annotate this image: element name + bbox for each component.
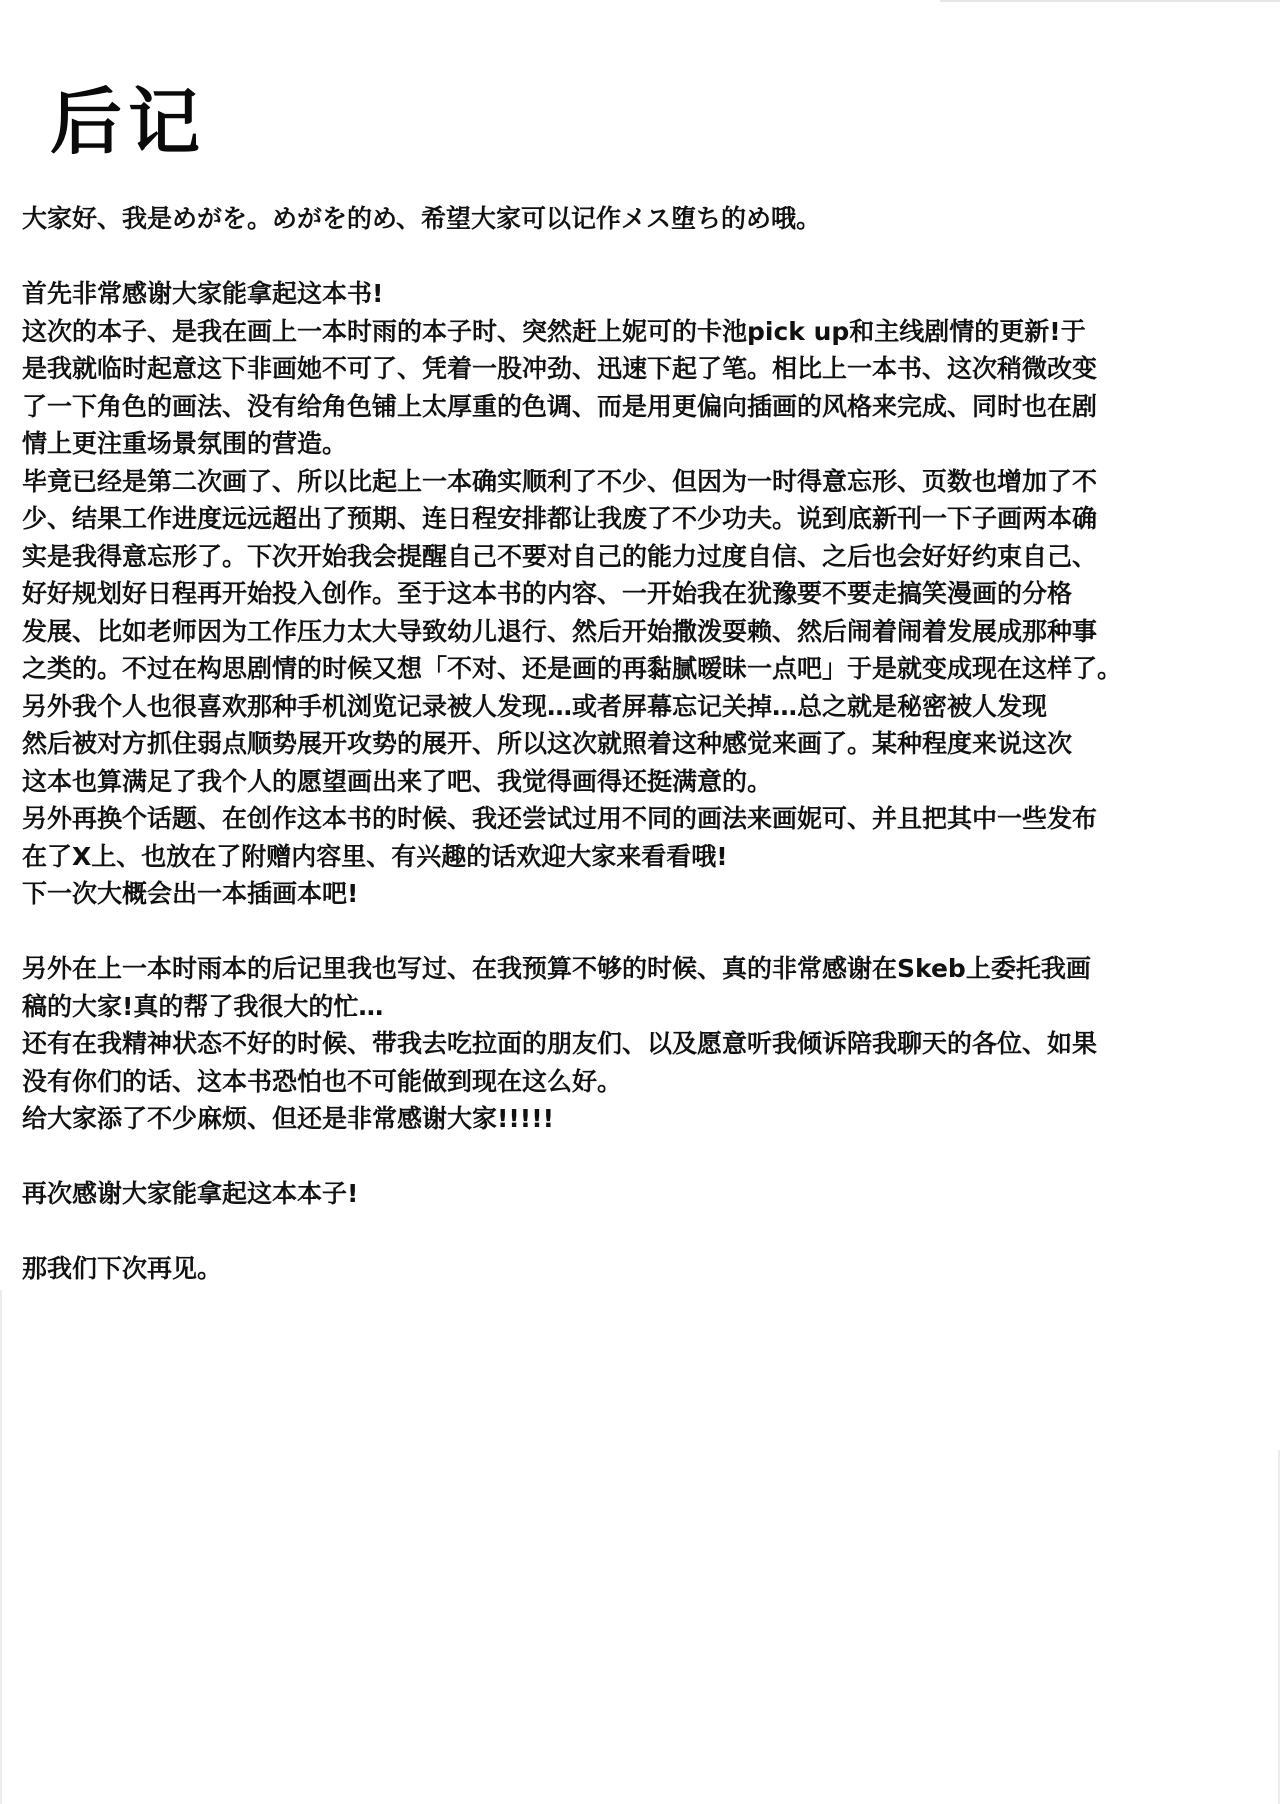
text-line: 给大家添了不少麻烦、但还是非常感谢大家!!!!! bbox=[22, 1104, 555, 1133]
text-line: 另外我个人也很喜欢那种手机浏览记录被人发现…或者屏幕忘记关掉…总之就是秘密被人发现 bbox=[22, 691, 1048, 721]
text-line: 少、结果工作进度远远超出了预期、连日程安排都让我废了不少功夫。说到底新刊一下子画两本确 bbox=[22, 504, 1098, 533]
text-line: 稿的大家!真的帮了我很大的忙… bbox=[22, 991, 384, 1021]
scan-edge-left bbox=[0, 1290, 2, 1804]
text-line: 首先非常感谢大家能拿起这本书! bbox=[22, 279, 384, 308]
text-line: 还有在我精神状态不好的时候、带我去吃拉面的朋友们、以及愿意听我倾诉陪我聊天的各位、如果 bbox=[22, 1029, 1098, 1058]
paragraph-thanks bbox=[22, 950, 1262, 1138]
text-line: 了一下角色的画法、没有给角色铺上太厚重的色调、而是用更偏向插画的风格来完成、同时也在剧 bbox=[22, 391, 1098, 421]
text-line: 好好规划好日程再开始投入创作。至于这本书的内容、一开始我在犹豫要不要走搞笑漫画的分格 bbox=[22, 579, 1073, 608]
text-line: 下一次大概会出一本插画本吧! bbox=[22, 879, 359, 908]
paragraph-gap bbox=[22, 913, 1262, 951]
paragraph-gap bbox=[22, 238, 1262, 276]
text-line: 再次感谢大家能拿起这本本子! bbox=[22, 1179, 359, 1208]
text-line: 毕竟已经是第二次画了、所以比起上一本确实顺利了不少、但因为一时得意忘形、页数也增加了不 bbox=[22, 466, 1098, 496]
page-title: 后记 bbox=[50, 80, 207, 165]
paragraph-farewell bbox=[22, 1250, 1262, 1288]
afterword-body bbox=[22, 200, 1262, 1288]
paragraph-thanks-again bbox=[22, 1175, 1262, 1213]
paragraph-gap bbox=[22, 1138, 1262, 1176]
text-line: 这次的本子、是我在画上一本时雨的本子时、突然赶上妮可的卡池pick up和主线剧情的更新!于 bbox=[22, 316, 1086, 346]
text-line: 另外在上一本时雨本的后记里我也写过、在我预算不够的时候、真的非常感谢在Skeb上委托我画 bbox=[22, 954, 1091, 983]
text-line: 是我就临时起意这下非画她不可了、凭着一股冲劲、迅速下起了笔。相比上一本书、这次稍微改变 bbox=[22, 354, 1098, 383]
text-line: 大家好、我是めがを。めがを的め、希望大家可以记作メス堕ち的め哦。 bbox=[22, 204, 822, 233]
paragraph-gap bbox=[22, 1213, 1262, 1251]
text-line: 那我们下次再见。 bbox=[22, 1254, 223, 1283]
text-line: 然后被对方抓住弱点顺势展开攻势的展开、所以这次就照着这种感觉来画了。某种程度来说这次 bbox=[22, 729, 1073, 758]
scan-edge-top bbox=[940, 0, 1280, 2]
text-line: 之类的。不过在构思剧情的时候又想「不对、还是画的再黏腻暧昧一点吧」于是就变成现在这样了。 bbox=[22, 654, 1123, 683]
text-line: 情上更注重场景氛围的营造。 bbox=[22, 429, 348, 458]
text-line: 另外再换个话题、在创作这本书的时候、我还尝试过用不同的画法来画妮可、并且把其中一些发布 bbox=[22, 804, 1098, 833]
text-line: 实是我得意忘形了。下次开始我会提醒自己不要对自己的能力过度自信、之后也会好好约束自己、 bbox=[22, 541, 1098, 571]
text-line: 没有你们的话、这本书恐怕也不可能做到现在这么好。 bbox=[22, 1066, 623, 1096]
text-line: 在了X上、也放在了附赠内容里、有兴趣的话欢迎大家来看看哦! bbox=[22, 841, 728, 871]
paragraph-greeting bbox=[22, 200, 1262, 238]
text-line: 发展、比如老师因为工作压力太大导致幼儿退行、然后开始撒泼耍赖、然后闹着闹着发展成那种事 bbox=[22, 616, 1098, 646]
paragraph-main bbox=[22, 275, 1262, 913]
text-line: 这本也算满足了我个人的愿望画出来了吧、我觉得画得还挺满意的。 bbox=[22, 766, 773, 796]
